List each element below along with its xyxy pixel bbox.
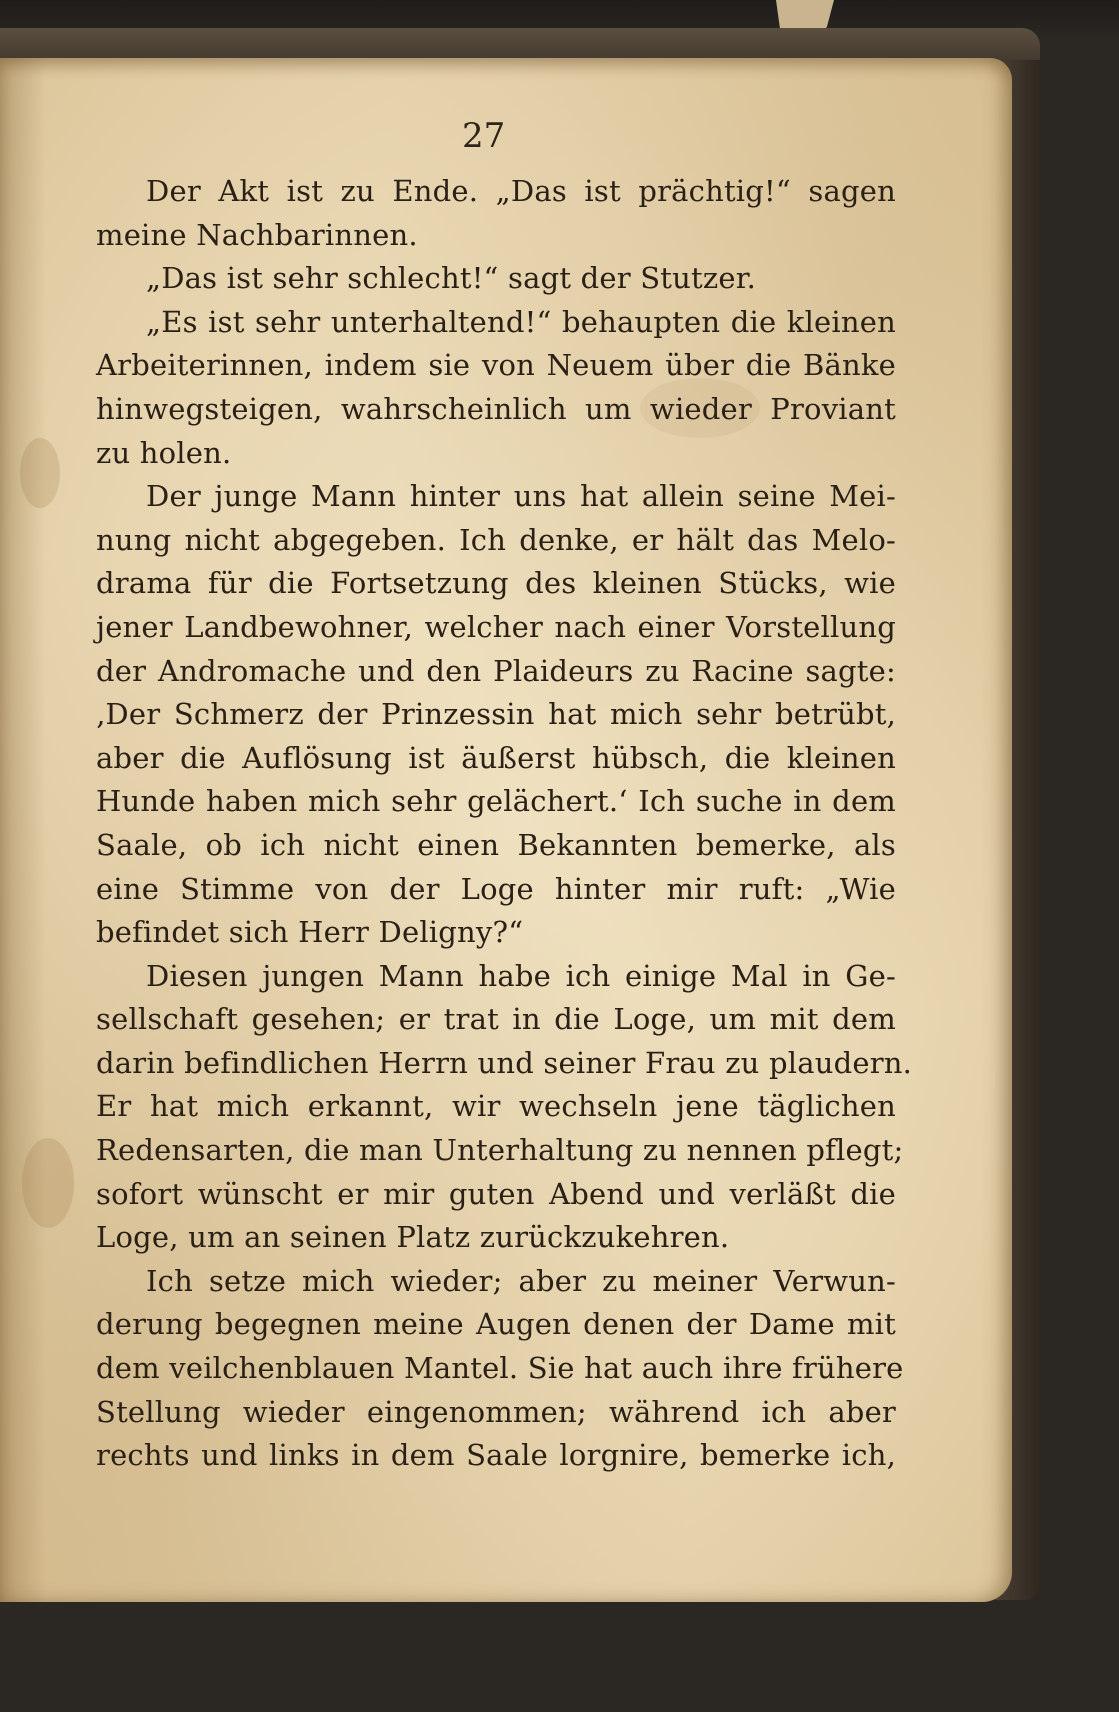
text-line: Redensarten, die man Unterhaltung zu nennen pflegt; [96, 1133, 904, 1168]
text-line: derung begegnen meine Augen denen der Dame mit [96, 1307, 896, 1342]
page-gutter-shadow [0, 58, 46, 1602]
page-number: 27 [462, 116, 506, 156]
text-line: nung nicht abgegeben. Ich denke, er hält das Melo- [96, 522, 896, 557]
text-line: jener Landbewohner, welcher nach einer Vorstellung [96, 609, 896, 644]
text-line: „Es ist sehr unterhaltend!“ behaupten die kleinen [146, 304, 896, 339]
text-line: Stellung wieder eingenommen; während ich aber [96, 1394, 896, 1429]
text-line: zu holen. [96, 435, 232, 470]
book-page [0, 58, 1012, 1602]
text-line: rechts und links in dem Saale lorgnire, bemerke ich, [96, 1438, 896, 1473]
text-line: Der Akt ist zu Ende. „Das ist prächtig!“ sagen [146, 174, 896, 208]
body-text [96, 170, 913, 1478]
text-line: eine Stimme von der Loge hinter mir ruft: „Wie [96, 871, 896, 906]
text-line: Der junge Mann hinter uns hat allein seine Mei- [146, 479, 896, 514]
text-line: dem veilchenblauen Mantel. Sie hat auch ihre frühere [96, 1351, 904, 1386]
text-line: ‚Der Schmerz der Prinzessin hat mich sehr betrübt, [96, 697, 896, 732]
text-line: „Das ist sehr schlecht!“ sagt der Stutzer. [146, 261, 757, 296]
text-line: drama für die Fortsetzung des kleinen Stücks, wie [96, 566, 896, 601]
text-line: Hunde haben mich sehr gelächert.‘ Ich suche in dem [96, 784, 896, 819]
text-line: Saale, ob ich nicht einen Bekannten bemerke, als [96, 827, 896, 862]
text-line: der Andromache und den Plaideurs zu Racine sagte: [96, 653, 896, 688]
text-line: Ich setze mich wieder; aber zu meiner Verwun- [146, 1263, 896, 1298]
text-line: Diesen jungen Mann habe ich einige Mal in Ge- [146, 958, 896, 993]
text-line: befindet sich Herr Deligny?“ [96, 915, 524, 950]
text-line: meine Nachbarinnen. [96, 217, 418, 252]
text-line: hinwegsteigen, wahrscheinlich um wieder Proviant [96, 391, 896, 426]
text-line: aber die Auflösung ist äußerst hübsch, die kleinen [96, 740, 896, 775]
text-line: darin befindlichen Herrn und seiner Frau zu plaudern. [96, 1045, 913, 1080]
text-line: Er hat mich erkannt, wir wechseln jene täglichen [96, 1089, 896, 1124]
text-line: sofort wünscht er mir guten Abend und verläßt die [96, 1176, 896, 1211]
page-stain [20, 438, 60, 508]
page-stain [22, 1138, 74, 1228]
text-line: Loge, um an seinen Platz zurückzukehren. [96, 1220, 730, 1255]
text-line: Arbeiterinnen, indem sie von Neuem über die Bänke [96, 348, 896, 383]
text-line: sellschaft gesehen; er trat in die Loge, um mit dem [96, 1002, 896, 1037]
